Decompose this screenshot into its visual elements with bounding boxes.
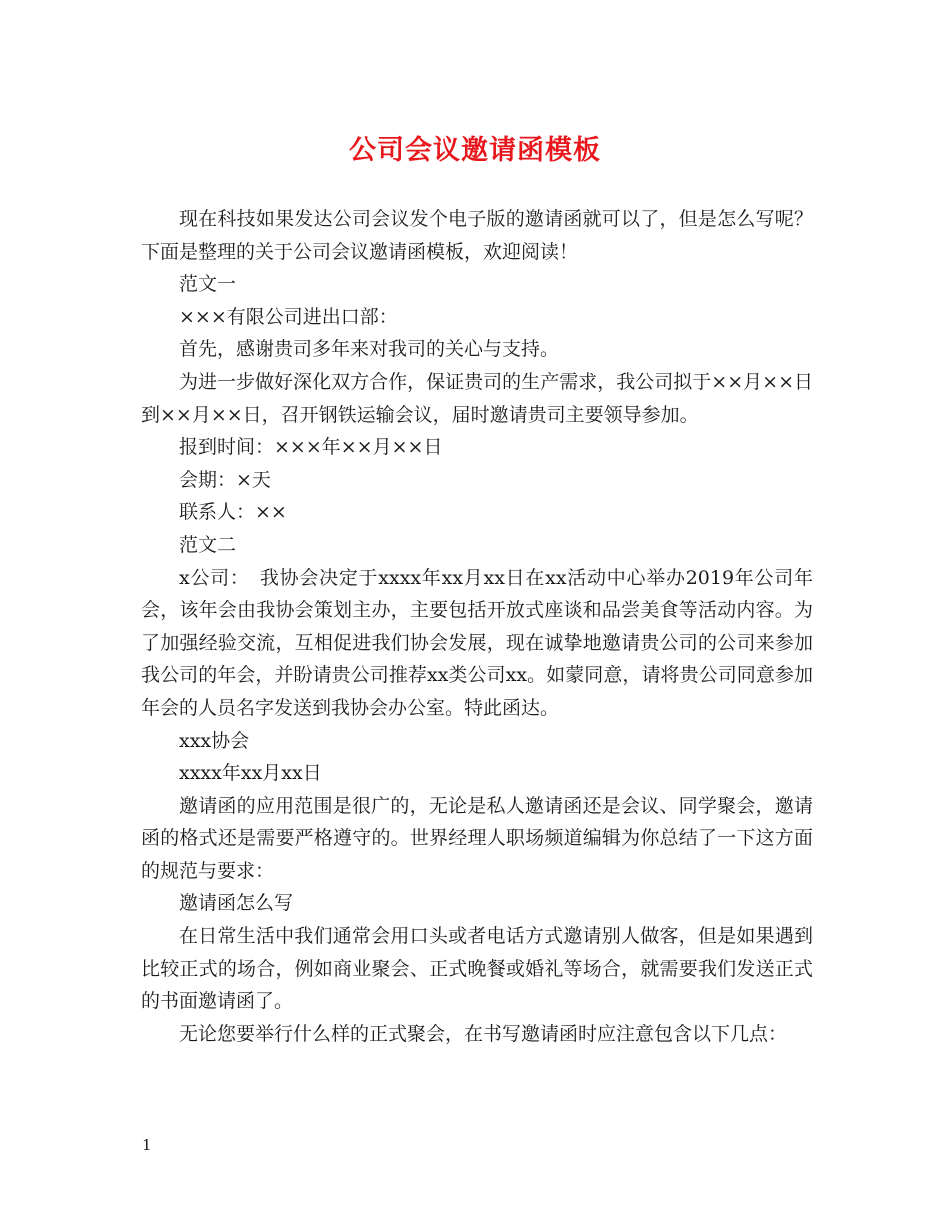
paragraph-contact: 联系人：×× [179, 501, 287, 524]
paragraph-sample-two-heading: 范文二 [179, 533, 237, 556]
paragraph-meeting-notice: 为进一步做好深化双方合作，保证贵司的生产需求，我公司拟于××月××日到××月××日，召开钢铁运输会议，届时邀请贵司主要领导参加。 [141, 370, 813, 426]
paragraph-usage-scope: 邀请函的应用范围是很广的，无论是私人邀请函还是会议、同学聚会，邀请函的格式还是需要严格遵守的。世界经理人职场频道编辑为你总结了一下这方面的规范与要求： [141, 794, 813, 882]
paragraph-how-to-heading: 邀请函怎么写 [179, 892, 294, 915]
paragraph-thanks: 首先，感谢贵司多年来对我司的关心与支持。 [179, 338, 560, 361]
paragraph-sample-one-heading: 范文一 [179, 273, 237, 296]
paragraph-daily-life: 在日常生活中我们通常会用口头或者电话方式邀请别人做客，但是如果遇到比较正式的场合，例如商业聚会、正式晚餐或婚礼等场合，就需要我们发送正式的书面邀请函了。 [141, 925, 813, 1013]
paragraph-salutation: ×××有限公司进出口部： [179, 305, 398, 328]
paragraph-intro: 现在科技如果发达公司会议发个电子版的邀请函就可以了，但是怎么写呢？下面是整理的关于公司会议邀请函模板，欢迎阅读！ [141, 208, 813, 263]
paragraph-annual-meeting: x公司： 我协会决定于xxxx年xx月xx日在xx活动中心举办2019年公司年会，该年会由我协会策划主办，主要包括开放式座谈和品尝美食等活动内容。为了加强经验交流，互相促进我们协会发展，现在诚挚地邀请贵公司的公司来参加我公司的年会，并盼请贵公司推荐xx类公司xx。如蒙同意，请将贵公司同意参加年会的人员名字发送到我协会办公室。特此函达。 [141, 566, 813, 719]
paragraph-signature-org: xxx协会 [179, 729, 250, 752]
paragraph-points: 无论您要举行什么样的正式聚会，在书写邀请函时应注意包含以下几点： [179, 1022, 788, 1045]
document-body [141, 203, 813, 1050]
paragraph-checkin-time: 报到时间：×××年××月××日 [179, 436, 443, 459]
paragraph-duration: 会期：×天 [179, 468, 271, 491]
page-number: 1 [142, 1136, 152, 1154]
page-title: 公司会议邀请函模板 [349, 135, 601, 166]
paragraph-signature-date: xxxx年xx月xx日 [179, 762, 322, 785]
